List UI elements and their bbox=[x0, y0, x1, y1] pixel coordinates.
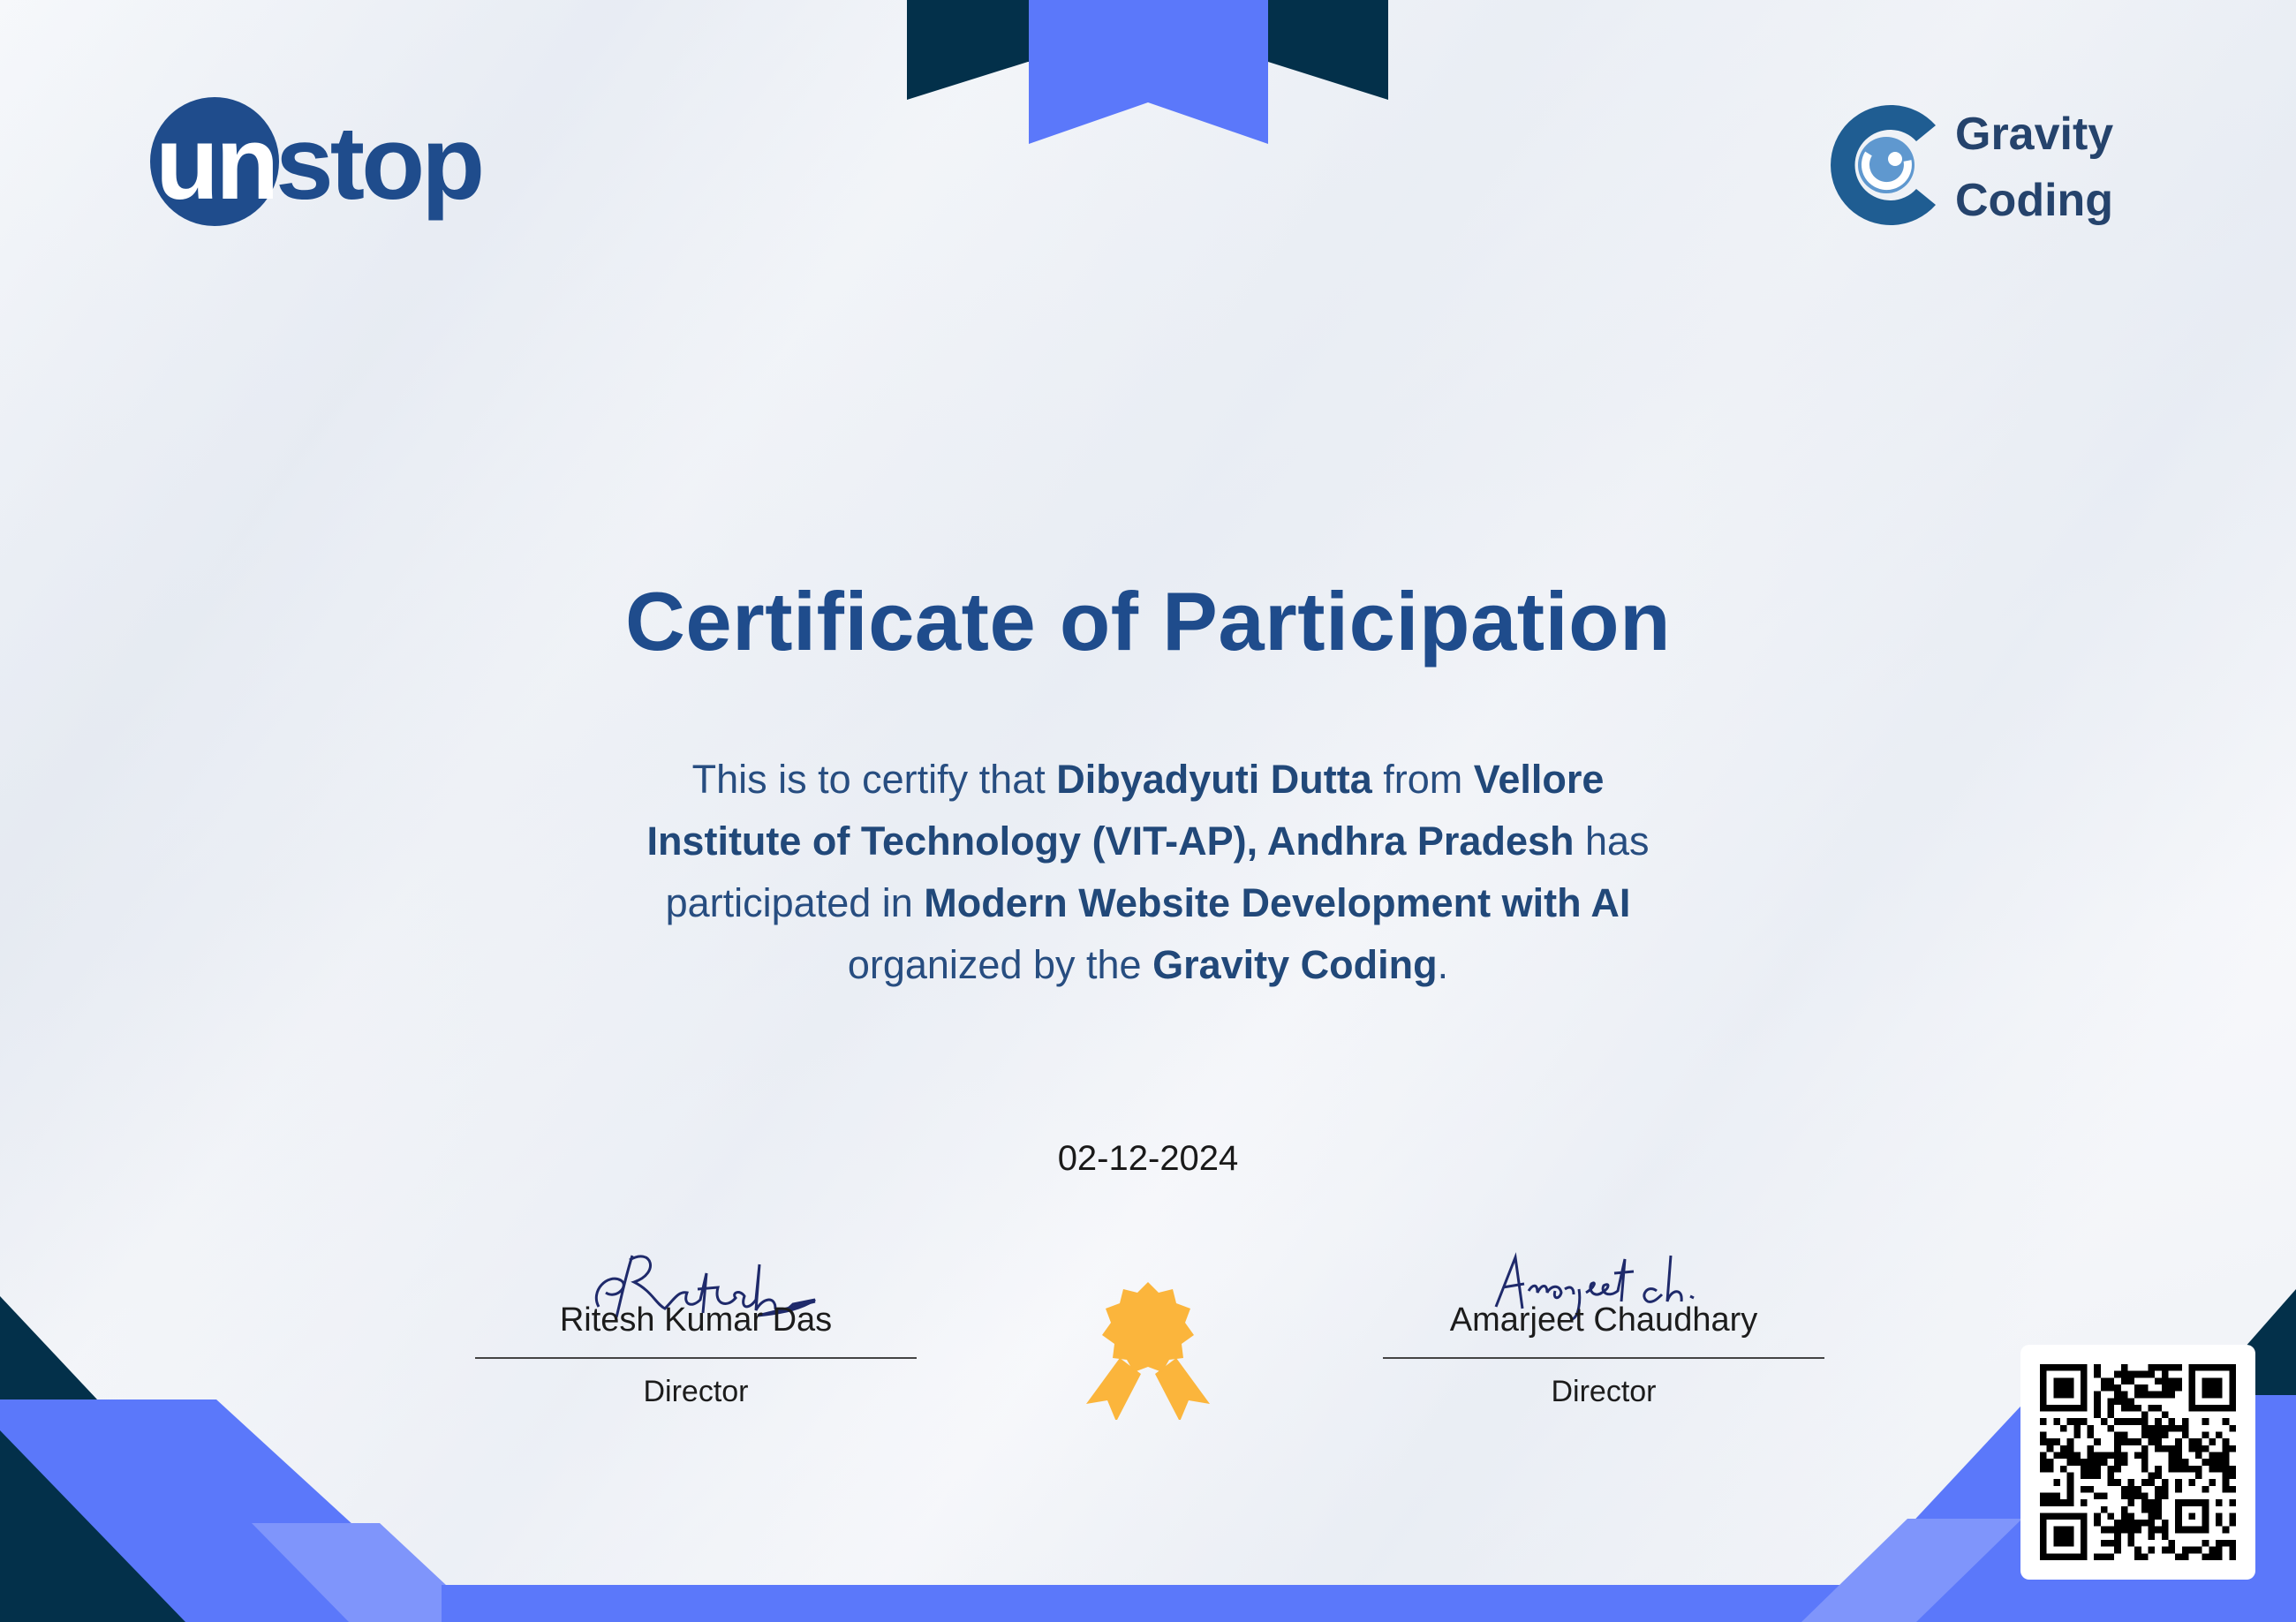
gravity-coding-word-1: Gravity bbox=[1955, 109, 2114, 160]
signatory-role: Director bbox=[1551, 1375, 1657, 1408]
unstop-logo-text: unstop bbox=[155, 105, 482, 222]
certificate-date: 02-12-2024 bbox=[1057, 1139, 1239, 1178]
unstop-logo bbox=[150, 95, 486, 228]
medal-icon bbox=[1081, 1279, 1215, 1420]
institution-name: Vellore Institute of Technology (VIT-AP), Andhra Pradesh bbox=[646, 757, 1605, 864]
qr-code-pattern bbox=[2040, 1364, 2236, 1560]
event-name: Modern Website Development with AI bbox=[924, 880, 1631, 925]
gravity-coding-icon bbox=[1823, 99, 1946, 231]
signatory-role: Director bbox=[643, 1375, 749, 1408]
signature-line bbox=[475, 1357, 917, 1359]
certificate-statement: This is to certify that Dibyadyuti Dutta from Vellore Institute of Technology (VIT-AP), Andhra Pradesh has participated in Modern Website Development with AI organized by the Gravity Coding. bbox=[646, 757, 1650, 987]
gravity-coding-word-2: Coding bbox=[1955, 175, 2114, 226]
qr-code[interactable] bbox=[2020, 1345, 2255, 1580]
signatory-name: Amarjeet Chaudhary bbox=[1449, 1301, 1758, 1339]
ribbon-icon bbox=[907, 0, 1388, 144]
gravity-coding-logo bbox=[1823, 99, 2149, 231]
signatory-name: Ritesh Kumar Das bbox=[559, 1301, 833, 1339]
recipient-name: Dibyadyuti Dutta bbox=[1056, 757, 1372, 802]
signature-line bbox=[1383, 1357, 1824, 1359]
organizer-name: Gravity Coding bbox=[1152, 942, 1438, 987]
certificate-title: Certificate of Participation bbox=[625, 575, 1671, 668]
